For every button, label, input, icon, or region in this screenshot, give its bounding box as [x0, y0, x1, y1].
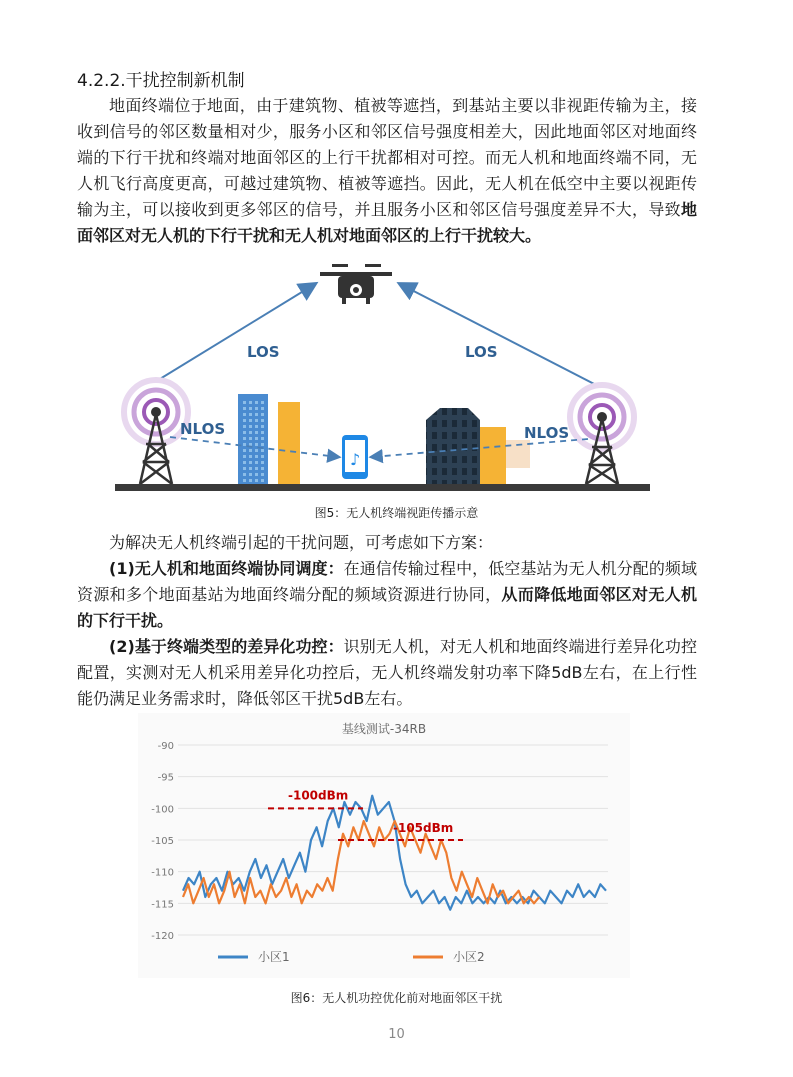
chart-annotations: [268, 788, 463, 840]
cell-tower-left-icon: [124, 380, 188, 484]
y-tick-label: -120: [151, 931, 174, 942]
legend-label-1: 小区1: [258, 950, 290, 964]
los-left-arrow: [155, 284, 315, 382]
building-right-icon: [426, 408, 530, 486]
propagation-illustration: [110, 262, 655, 498]
page-number: 10: [388, 1027, 405, 1042]
y-tick-label: -115: [151, 899, 174, 911]
y-tick-label: -110: [151, 867, 174, 879]
paragraph-intro-text: 地面终端位于地面，由于建筑物、植被等遮挡，到基站主要以非视距传输为主，接收到信号的邻区数量相对少，服务小区和邻区信号强度相差大，因此地面邻区对地面终端的下行干扰和终端对地面邻区的上行干扰都相对可控。而无人机和地面终端不同，无人机飞行高度更高，可越过建筑物、植被等遮挡。因此，无人机在低空中主要以视距传输为主，可以接收到更多邻区的信号，并且服务小区和邻区信号强度差异不大，导致: [77, 96, 697, 219]
paragraph-intro-bold: 地面邻区对无人机的下行干扰和无人机对地面邻区的上行干扰较大。: [77, 200, 697, 245]
drone-icon: [320, 264, 392, 304]
solution-1-title: (1)无人机和地面终端协同调度：: [109, 559, 344, 578]
chart-title: 基线测试-34RB: [341, 722, 427, 736]
annotation-100dbm: -100dBm: [288, 788, 349, 803]
building-left-icon: [238, 394, 300, 486]
y-tick-label: -95: [157, 772, 174, 784]
figure6-caption: 图6：无人机功控优化前对地面邻区干扰: [290, 991, 503, 1005]
los-right-label: LOS: [465, 343, 498, 361]
legend-label-2: 小区2: [453, 950, 485, 964]
figure-interference-chart: [138, 713, 630, 978]
y-tick-label: -90: [157, 741, 174, 752]
annotation-105dbm: -105dBm: [393, 821, 454, 835]
chart-series-group: [183, 796, 606, 910]
nlos-left-label: NLOS: [180, 420, 226, 438]
y-tick-label: -105: [151, 836, 174, 847]
solution-2-title: (2)基于终端类型的差异化功控：: [109, 637, 344, 656]
paragraph-solution-1: [77, 556, 697, 634]
solution-1-bold-tail: 从而降低地面邻区对无人机的下行干扰。: [77, 585, 697, 630]
figure-propagation: [110, 262, 655, 498]
ground-line: [115, 484, 650, 491]
chart-legend: [218, 950, 485, 964]
interference-line-chart: [138, 713, 630, 978]
los-right-arrow: [400, 284, 600, 387]
cell-tower-right-icon: [570, 385, 634, 484]
svg-text:♪: ♪: [350, 450, 361, 469]
chart-y-axis: [151, 741, 174, 942]
solution-1-text: 在通信传输过程中，低空基站为无人机分配的频域资源和多个地面基站为地面终端分配的频域资源进行协同，: [77, 559, 697, 604]
solution-2-text: 识别无人机，对无人机和地面终端进行差异化功控配置，实测对无人机采用差异化功控后，无人机终端发射功率下降5dB左右，在上行性能仍满足业务需求时，降低邻区干扰5dB左右。: [77, 637, 697, 708]
nlos-right-label: NLOS: [524, 424, 570, 442]
paragraph-intro: [77, 93, 697, 249]
phone-icon: [342, 435, 368, 479]
paragraph-solutions: 为解决无人机终端引起的干扰问题，可考虑如下方案：: [109, 533, 494, 552]
figure5-caption: 图5：无人机终端视距传播示意: [314, 506, 479, 520]
los-left-label: LOS: [247, 343, 280, 361]
section-heading: 4.2.2.干扰控制新机制: [77, 71, 245, 91]
paragraph-solution-2: [77, 634, 697, 712]
y-tick-label: -100: [151, 804, 174, 816]
series-line-2: [183, 821, 539, 903]
